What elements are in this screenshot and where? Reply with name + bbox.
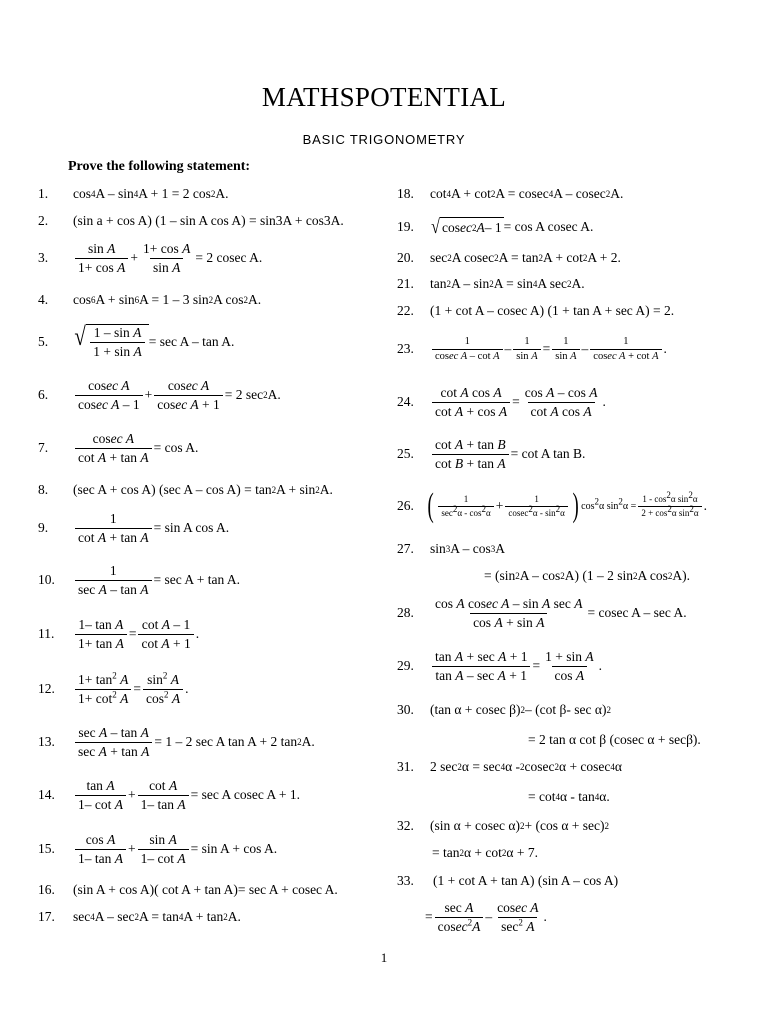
problem-21: tan 2 A – sin 2 A = sin 4 A sec 2 A. bbox=[430, 276, 585, 291]
problem-20: sec 2 A cosec 2 A = tan 2 A + cot 2 A + 2. bbox=[430, 250, 621, 265]
problem-number: 1. bbox=[38, 186, 49, 201]
problem-number: 17. bbox=[38, 909, 55, 924]
problem-number: 31. bbox=[397, 759, 414, 774]
problem-number: 5. bbox=[38, 334, 49, 349]
problem-18: cot 4 A + cot 2 A = cosec 4 A – cosec 2 A. bbox=[430, 186, 624, 201]
problem-2: (sin a + cos A) (1 – sin A cos A) = sin3A + cos3A. bbox=[73, 213, 344, 228]
problem-number: 18. bbox=[397, 186, 414, 201]
problem-30-continued: = 2 tan α cot β (cosec α + secβ). bbox=[528, 732, 701, 747]
problem-3: sin A 1+ cos A + 1+ cos A sin A = 2 cosec A. bbox=[73, 243, 262, 273]
problem-number: 19. bbox=[397, 219, 414, 234]
problem-27: sin 3 A – cos 3 A bbox=[430, 541, 506, 556]
problem-27-continued: = (sin 2 A – cos 2 A) (1 – 2 sin 2 A cos 2 A). bbox=[484, 568, 690, 583]
problem-number: 22. bbox=[397, 303, 414, 318]
problem-number: 33. bbox=[397, 873, 414, 888]
problem-5: √ 1 – sin A 1 + sin A = sec A – tan A. bbox=[74, 322, 235, 359]
problem-30: (tan α + cosec β) 2 – (cot β- sec α) 2 bbox=[430, 702, 611, 717]
problem-24: cot A cos A cot A + cos A = cos A – cos A cot A cos A . bbox=[430, 387, 606, 417]
problem-25: cot A + tan B cot B + tan A = cot A tan B. bbox=[430, 439, 585, 469]
page-number: 1 bbox=[380, 950, 388, 965]
problem-32-continued: = tan 2 α + cot 2 α + 7. bbox=[432, 845, 538, 860]
problem-number: 28. bbox=[397, 605, 414, 620]
problem-13: sec A – tan A sec A + tan A = 1 – 2 sec A tan A + 2 tan 2 A. bbox=[73, 727, 315, 757]
problem-4: cos 6 A + sin 6 A = 1 – 3 sin 2 A cos 2 A. bbox=[73, 292, 262, 307]
problem-number: 20. bbox=[397, 250, 414, 265]
problem-1: cos 4 A – sin 4 A + 1 = 2 cos 2 A. bbox=[73, 186, 229, 201]
problem-number: 15. bbox=[38, 841, 55, 856]
page-title: MATHSPOTENTIAL bbox=[261, 82, 507, 112]
problem-6: cosec A cosec A – 1 + cosec A cosec A + 1 = 2 sec 2 A. bbox=[73, 380, 281, 410]
problem-32: (sin α + cosec α) 2 + (cos α + sec) 2 bbox=[430, 818, 610, 833]
problem-14: tan A 1– cot A + cot A 1– tan A = sec A cosec A + 1. bbox=[73, 780, 300, 810]
instruction: Prove the following statement: bbox=[68, 159, 251, 174]
problem-number: 16. bbox=[38, 882, 55, 897]
problem-number: 11. bbox=[38, 626, 55, 641]
problem-16: (sin A + cos A)( cot A + tan A)= sec A + cosec A. bbox=[73, 882, 338, 897]
problem-31-continued: = cot 4 α - tan 4 α. bbox=[528, 789, 610, 804]
problem-8: (sec A + cos A) (sec A – cos A) = tan 2 A + sin 2 A. bbox=[73, 482, 333, 497]
problem-33: (1 + cot A + tan A) (sin A – cos A) bbox=[433, 873, 619, 888]
problem-29: tan A + sec A + 1 tan A – sec A + 1 = 1 + sin A cos A . bbox=[430, 651, 602, 681]
problem-number: 6. bbox=[38, 387, 49, 402]
problem-23: 1 cosec A – cot A – 1 sin A = 1 sin A – 1 cosec A + cot A . bbox=[430, 334, 667, 364]
problem-15: cos A 1– tan A + sin A 1– cot A = sin A + cos A. bbox=[73, 834, 277, 864]
problem-9: 1 cot A + tan A = sin A cos A. bbox=[73, 513, 229, 543]
problem-number: 21. bbox=[397, 276, 414, 291]
problem-number: 12. bbox=[38, 681, 55, 696]
problem-number: 25. bbox=[397, 446, 414, 461]
page-subtitle: BASIC TRIGONOMETRY bbox=[302, 132, 466, 147]
problem-number: 14. bbox=[38, 787, 55, 802]
problem-31: 2 sec 2 α = sec 4 α - 2 cosec 2 α + cosec 4 α bbox=[430, 759, 622, 774]
problem-28: cos A cosec A – sin A sec A cos A + sin A = cosec A – sec A. bbox=[435, 595, 687, 630]
problem-33-continued: = sec A cosec$^2$A – cosec A $\sec^2 A$ . bbox=[425, 899, 547, 934]
problem-number: 10. bbox=[38, 572, 55, 587]
problem-22: (1 + cot A – cosec A) (1 + tan A + sec A) = 2. bbox=[430, 303, 675, 318]
problem-number: 23. bbox=[397, 341, 414, 356]
problem-number: 9. bbox=[38, 520, 49, 535]
problem-10: 1 sec A – tan A = sec A + tan A. bbox=[73, 565, 240, 595]
problem-19: √ cos ec 2 A – 1 = cos A cosec A. bbox=[431, 216, 594, 238]
problem-number: 27. bbox=[397, 541, 414, 556]
problem-number: 29. bbox=[397, 658, 414, 673]
problem-26: ( 1 $\sec^2\alpha - \cos^2\alpha$ + 1 $cosec^2\alpha - \sin^2\alpha$ ) $\cos^2\alpha$ $\sin^2\alpha$ = $\frac{1 - \cos^2\alpha \sin^2\alpha}{2 + \cos^2\alpha \sin^2\alpha}$ . bbox=[427, 487, 707, 524]
problem-number: 13. bbox=[38, 734, 55, 749]
problem-number: 8. bbox=[38, 482, 49, 497]
problem-7: cosec A cot A + tan A = cos A. bbox=[73, 433, 198, 463]
problem-number: 7. bbox=[38, 440, 49, 455]
problem-number: 26. bbox=[397, 498, 414, 513]
problem-12: $1+ \tan^2 A$ $1+ \cot^2 A$ = $\sin^2 A$ $\cos^2 A$ . bbox=[73, 674, 188, 704]
problem-number: 32. bbox=[397, 818, 414, 833]
problem-number: 4. bbox=[38, 292, 49, 307]
problem-number: 3. bbox=[38, 250, 49, 265]
problem-number: 2. bbox=[38, 213, 49, 228]
problem-number: 24. bbox=[397, 394, 414, 409]
problem-11: 1– tan A 1+ tan A = cot A – 1 cot A + 1 . bbox=[73, 619, 199, 649]
problem-17: sec 4 A – sec 2 A = tan 4 A + tan 2 A. bbox=[73, 909, 241, 924]
problem-number: 30. bbox=[397, 702, 414, 717]
